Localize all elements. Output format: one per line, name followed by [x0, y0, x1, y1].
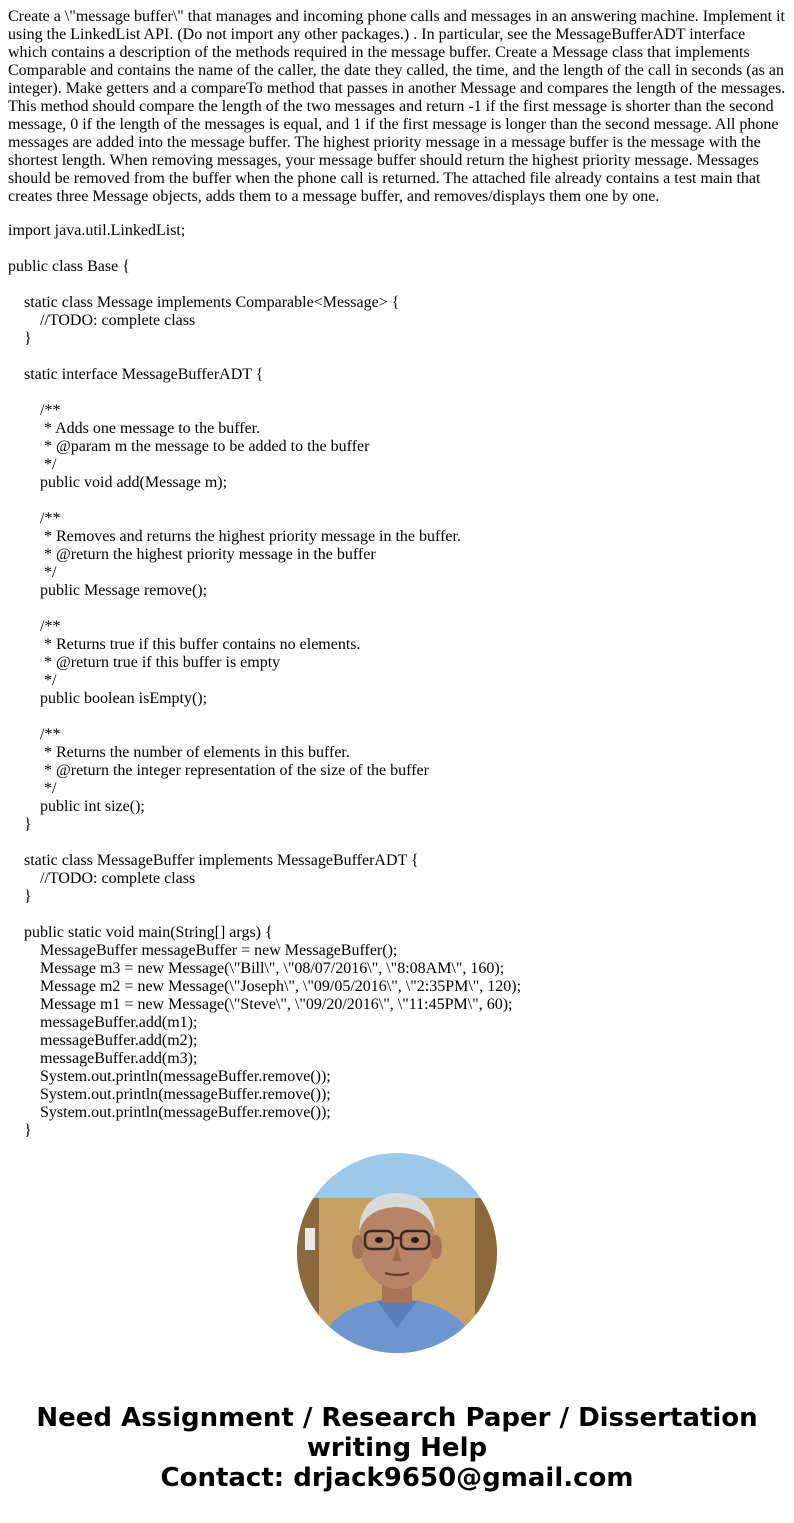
- code-line: * @return true if this buffer is empty: [8, 654, 281, 671]
- code-line: * @return the integer representation of the size of the buffer: [8, 762, 429, 779]
- cta-line-2: writing Help: [306, 1433, 488, 1463]
- code-line: * Returns true if this buffer contains no elements.: [8, 636, 361, 653]
- person-portrait-icon: [297, 1153, 497, 1353]
- code-line: Message m1 = new Message(\"Steve\", \"09/20/2016\", \"11:45PM\", 60);: [8, 996, 513, 1013]
- code-line: System.out.println(messageBuffer.remove());: [8, 1086, 331, 1103]
- code-line: [8, 492, 788, 510]
- code-line: */: [8, 780, 57, 797]
- cta-line-3: Contact: drjack9650@gmail.com: [160, 1463, 634, 1493]
- code-line: [8, 240, 788, 258]
- code-line: Message m3 = new Message(\"Bill\", \"08/07/2016\", \"8:08AM\", 160);: [8, 960, 505, 977]
- cta-line-1: Need Assignment / Research Paper / Dissertation: [36, 1403, 758, 1433]
- code-line: /**: [8, 618, 61, 635]
- code-line: import java.util.LinkedList;: [8, 222, 186, 239]
- code-line: * @param m the message to be added to the buffer: [8, 438, 370, 455]
- code-line: Message m2 = new Message(\"Joseph\", \"09/05/2016\", \"2:35PM\", 120);: [8, 978, 522, 995]
- code-line: /**: [8, 402, 61, 419]
- code-line: messageBuffer.add(m1);: [8, 1014, 198, 1031]
- code-line: //TODO: complete class: [8, 870, 196, 887]
- contact-banner: [0, 1403, 794, 1493]
- code-line: * Returns the number of elements in this buffer.: [8, 744, 350, 761]
- code-line: System.out.println(messageBuffer.remove());: [8, 1068, 331, 1085]
- code-line: public Message remove();: [8, 582, 208, 599]
- code-line: }: [8, 1122, 32, 1139]
- code-line: static interface MessageBufferADT {: [8, 366, 264, 383]
- code-line: }: [8, 816, 32, 833]
- author-avatar: [297, 1153, 497, 1353]
- code-line: static class MessageBuffer implements MessageBufferADT {: [8, 852, 419, 869]
- code-line: * @return the highest priority message in the buffer: [8, 546, 376, 563]
- code-line: public static void main(String[] args) {: [8, 924, 273, 941]
- code-line: public boolean isEmpty();: [8, 690, 208, 707]
- code-line: */: [8, 672, 57, 689]
- code-line: System.out.println(messageBuffer.remove());: [8, 1104, 331, 1121]
- code-line: /**: [8, 726, 61, 743]
- code-line: [8, 384, 788, 402]
- java-code-listing: [8, 222, 788, 1140]
- code-line: * Removes and returns the highest priority message in the buffer.: [8, 528, 461, 545]
- code-line: }: [8, 888, 32, 905]
- code-line: public class Base {: [8, 258, 130, 275]
- code-line: [8, 708, 788, 726]
- code-line: */: [8, 456, 57, 473]
- code-line: [8, 276, 788, 294]
- code-line: public int size();: [8, 798, 145, 815]
- code-line: messageBuffer.add(m3);: [8, 1050, 198, 1067]
- code-line: */: [8, 564, 57, 581]
- code-line: MessageBuffer messageBuffer = new MessageBuffer();: [8, 942, 398, 959]
- code-line: [8, 906, 788, 924]
- code-line: * Adds one message to the buffer.: [8, 420, 261, 437]
- code-line: [8, 348, 788, 366]
- document-body: [8, 8, 788, 1140]
- code-line: /**: [8, 510, 61, 527]
- code-line: [8, 600, 788, 618]
- code-line: public void add(Message m);: [8, 474, 228, 491]
- code-line: [8, 834, 788, 852]
- assignment-description: Create a \"message buffer\" that manages and incoming phone calls and messages in an answering machine. Implement it using the LinkedList API. (Do not import any other packages.) . In particular, see the MessageBufferADT interface which contains a description of the methods required in the message buffer. Create a Message class that implements Comparable and contains the name of the caller, the date they called, the time, and the length of the call in seconds (as an integer). Make getters and a compareTo method that passes in another Message and compares the length of the messages. This method should compare the length of the two messages and return -1 if the first message is shorter than the second message, 0 if the length of the messages is equal, and 1 if the first message is longer than the second message. All phone messages are added into the message buffer. The highest priority message in a message buffer is the message with the shortest length. When removing messages, your message buffer should return the highest priority message. Messages should be removed from the buffer when the phone call is returned. The attached file already contains a test main that creates three Message objects, adds them to a message buffer, and removes/displays them one by one.: [8, 8, 786, 205]
- code-line: static class Message implements Comparable<Message> {: [8, 294, 400, 311]
- code-line: //TODO: complete class: [8, 312, 196, 329]
- code-line: }: [8, 330, 32, 347]
- code-line: messageBuffer.add(m2);: [8, 1032, 198, 1049]
